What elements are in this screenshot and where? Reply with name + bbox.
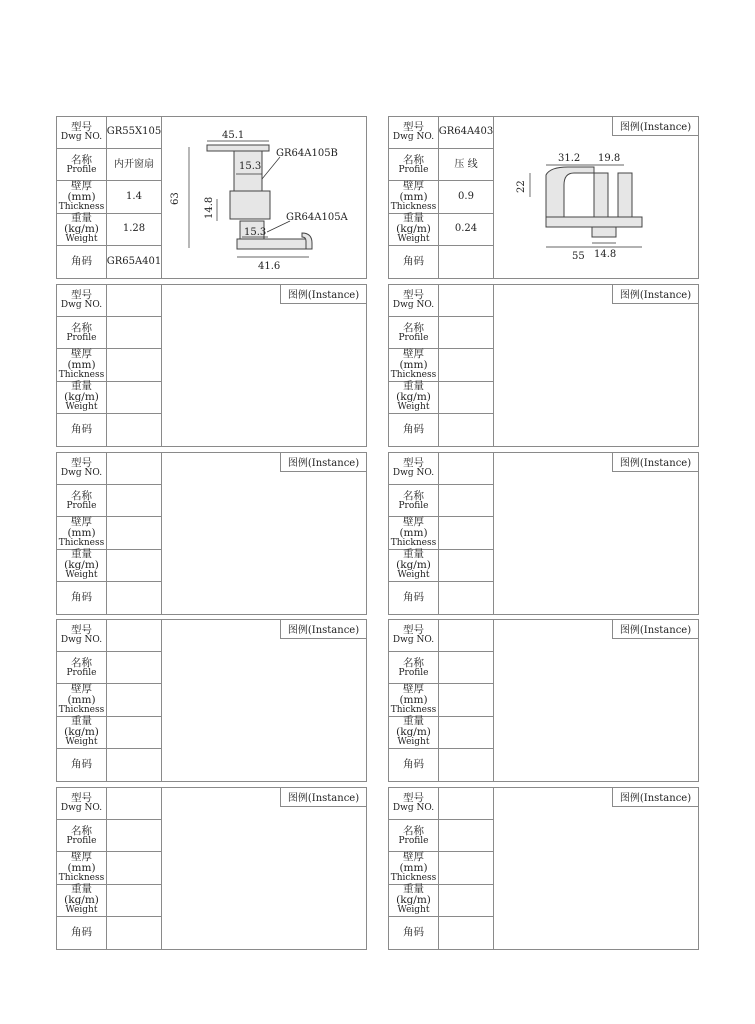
label-weight: 重量 (kg/m) Weight	[57, 717, 106, 749]
dim-text: 22	[516, 180, 527, 193]
label-model: 型号 Dwg NO.	[57, 453, 106, 485]
instance-label: 图例(Instance)	[612, 117, 698, 136]
label-thickness: 壁厚 (mm) Thickness	[390, 180, 437, 213]
dim-text: 15.3	[239, 161, 262, 172]
value-code	[107, 749, 161, 781]
dim-text: 14.8	[204, 196, 215, 219]
dim-text: 14.8	[594, 249, 617, 260]
value-model	[107, 285, 161, 317]
label-code: 角码	[71, 758, 92, 771]
value-model	[439, 453, 493, 485]
value-name: 内开窗扇	[107, 149, 161, 181]
value-name	[439, 820, 493, 852]
value-name	[107, 317, 161, 349]
drawing-area	[162, 788, 366, 949]
label-thickness: 壁厚 (mm) Thickness	[390, 851, 437, 884]
value-thickness	[439, 517, 493, 549]
label-weight: 重量 (kg/m) Weight	[389, 214, 438, 246]
value-weight	[107, 717, 161, 749]
value-model	[107, 453, 161, 485]
value-name	[439, 485, 493, 517]
label-model: 型号 Dwg NO.	[57, 620, 106, 652]
label-column	[57, 453, 107, 614]
label-weight: 重量 (kg/m) Weight	[57, 382, 106, 414]
value-weight	[439, 885, 493, 917]
drawing-area	[494, 285, 698, 446]
label-code: 角码	[403, 591, 424, 604]
value-column	[107, 285, 162, 446]
label-name: 名称 Profile	[389, 652, 438, 684]
value-thickness: 0.9	[439, 181, 493, 213]
instance-label: 图例(Instance)	[280, 620, 366, 639]
profile-part	[237, 239, 309, 249]
value-weight: 0.24	[439, 214, 493, 246]
profile-card	[388, 116, 699, 279]
value-code	[439, 749, 493, 781]
profile-part	[546, 167, 594, 217]
value-column	[439, 620, 494, 781]
label-column	[57, 788, 107, 949]
label-name: 名称 Profile	[389, 820, 438, 852]
value-column	[439, 117, 494, 278]
label-code: 角码	[403, 255, 424, 268]
part-label: GR64A105A	[286, 212, 348, 223]
label-model: 型号 Dwg NO.	[57, 285, 106, 317]
value-weight	[439, 382, 493, 414]
label-weight: 重量 (kg/m) Weight	[57, 214, 106, 246]
profile-part	[594, 173, 608, 217]
label-weight: 重量 (kg/m) Weight	[389, 717, 438, 749]
value-name	[439, 317, 493, 349]
value-weight	[107, 382, 161, 414]
dim-text: 41.6	[258, 261, 281, 272]
label-model: 型号 Dwg NO.	[389, 788, 438, 820]
value-thickness	[439, 684, 493, 716]
dim-text: 55	[572, 251, 585, 262]
value-code	[439, 414, 493, 446]
label-thickness: 壁厚 (mm) Thickness	[58, 180, 105, 213]
label-weight: 重量 (kg/m) Weight	[57, 550, 106, 582]
label-column	[389, 285, 439, 446]
label-code: 角码	[403, 423, 424, 436]
label-thickness: 壁厚 (mm) Thickness	[390, 516, 437, 549]
value-column	[439, 453, 494, 614]
drawing-area	[162, 453, 366, 614]
value-name: 压 线	[439, 149, 493, 181]
value-name	[107, 485, 161, 517]
label-name: 名称 Profile	[389, 149, 438, 181]
label-code: 角码	[71, 423, 92, 436]
value-code	[439, 917, 493, 949]
value-column	[107, 453, 162, 614]
label-code: 角码	[403, 758, 424, 771]
label-name: 名称 Profile	[57, 820, 106, 852]
label-name: 名称 Profile	[389, 317, 438, 349]
value-weight	[107, 885, 161, 917]
value-column	[439, 285, 494, 446]
dim-text: 45.1	[222, 130, 245, 141]
profile-card	[56, 787, 367, 950]
profile-card	[56, 116, 367, 279]
label-weight: 重量 (kg/m) Weight	[389, 382, 438, 414]
instance-label: 图例(Instance)	[612, 453, 698, 472]
dim-text: 31.2	[558, 153, 581, 164]
value-model	[439, 788, 493, 820]
label-model: 型号 Dwg NO.	[57, 117, 106, 149]
value-weight	[107, 550, 161, 582]
dim-text: 19.8	[598, 153, 621, 164]
instance-label: 图例(Instance)	[612, 285, 698, 304]
label-thickness: 壁厚 (mm) Thickness	[390, 348, 437, 381]
drawing-area	[162, 117, 366, 278]
value-column	[439, 788, 494, 949]
value-thickness	[439, 852, 493, 884]
profile-part	[546, 217, 642, 227]
label-model: 型号 Dwg NO.	[389, 453, 438, 485]
value-thickness	[107, 684, 161, 716]
drawing-area	[494, 117, 698, 278]
value-thickness	[107, 349, 161, 381]
label-weight: 重量 (kg/m) Weight	[57, 885, 106, 917]
dim-text: 63	[170, 192, 181, 205]
label-column	[389, 117, 439, 278]
profile-card	[56, 284, 367, 447]
value-thickness	[107, 517, 161, 549]
label-name: 名称 Profile	[57, 485, 106, 517]
value-model	[439, 620, 493, 652]
label-thickness: 壁厚 (mm) Thickness	[58, 516, 105, 549]
label-model: 型号 Dwg NO.	[389, 117, 438, 149]
value-name	[107, 820, 161, 852]
value-name	[107, 652, 161, 684]
drawing-area	[162, 285, 366, 446]
drawing-area	[494, 620, 698, 781]
value-thickness: 1.4	[107, 181, 161, 213]
value-weight: 1.28	[107, 214, 161, 246]
value-thickness	[107, 852, 161, 884]
value-column	[107, 788, 162, 949]
profile-drawing-gr64a403	[494, 117, 699, 278]
label-name: 名称 Profile	[57, 149, 106, 181]
label-thickness: 壁厚 (mm) Thickness	[58, 683, 105, 716]
label-model: 型号 Dwg NO.	[389, 285, 438, 317]
value-code	[439, 246, 493, 278]
instance-label: 图例(Instance)	[280, 285, 366, 304]
value-model: GR55X105	[107, 117, 161, 149]
value-model	[439, 285, 493, 317]
label-thickness: 壁厚 (mm) Thickness	[58, 851, 105, 884]
profile-part	[207, 145, 269, 151]
instance-label: 图例(Instance)	[280, 453, 366, 472]
label-column	[57, 117, 107, 278]
value-thickness	[439, 349, 493, 381]
profile-card	[388, 284, 699, 447]
value-weight	[439, 550, 493, 582]
profile-card	[56, 619, 367, 782]
value-code	[439, 582, 493, 614]
value-weight	[439, 717, 493, 749]
dim-text: 15.3	[244, 227, 267, 238]
instance-label: 图例(Instance)	[612, 788, 698, 807]
value-model: GR64A403	[439, 117, 493, 149]
drawing-area	[494, 453, 698, 614]
drawing-area	[494, 788, 698, 949]
profile-drawing-gr55x105	[162, 117, 367, 278]
profile-card	[388, 619, 699, 782]
profile-card	[388, 787, 699, 950]
label-column	[389, 620, 439, 781]
value-model	[107, 788, 161, 820]
profile-part	[618, 173, 632, 217]
profile-card	[56, 452, 367, 615]
value-code: GR65A401	[106, 255, 162, 267]
label-column	[57, 285, 107, 446]
value-code	[107, 582, 161, 614]
label-column	[57, 620, 107, 781]
value-code	[107, 917, 161, 949]
label-thickness: 壁厚 (mm) Thickness	[58, 348, 105, 381]
part-label: GR64A105B	[276, 148, 338, 159]
label-code: 角码	[71, 591, 92, 604]
profile-card	[388, 452, 699, 615]
label-column	[389, 788, 439, 949]
instance-label: 图例(Instance)	[612, 620, 698, 639]
label-thickness: 壁厚 (mm) Thickness	[390, 683, 437, 716]
label-model: 型号 Dwg NO.	[57, 788, 106, 820]
profile-part	[592, 227, 616, 237]
label-name: 名称 Profile	[57, 317, 106, 349]
label-name: 名称 Profile	[57, 652, 106, 684]
label-code: 角码	[403, 926, 424, 939]
label-name: 名称 Profile	[389, 485, 438, 517]
value-name	[439, 652, 493, 684]
instance-label: 图例(Instance)	[280, 788, 366, 807]
value-code	[107, 414, 161, 446]
value-model	[107, 620, 161, 652]
label-code: 角码	[71, 255, 92, 268]
drawing-area	[162, 620, 366, 781]
label-code: 角码	[71, 926, 92, 939]
profile-part	[230, 191, 270, 219]
label-model: 型号 Dwg NO.	[389, 620, 438, 652]
value-column	[107, 117, 162, 278]
label-column	[389, 453, 439, 614]
value-column	[107, 620, 162, 781]
label-weight: 重量 (kg/m) Weight	[389, 885, 438, 917]
label-weight: 重量 (kg/m) Weight	[389, 550, 438, 582]
